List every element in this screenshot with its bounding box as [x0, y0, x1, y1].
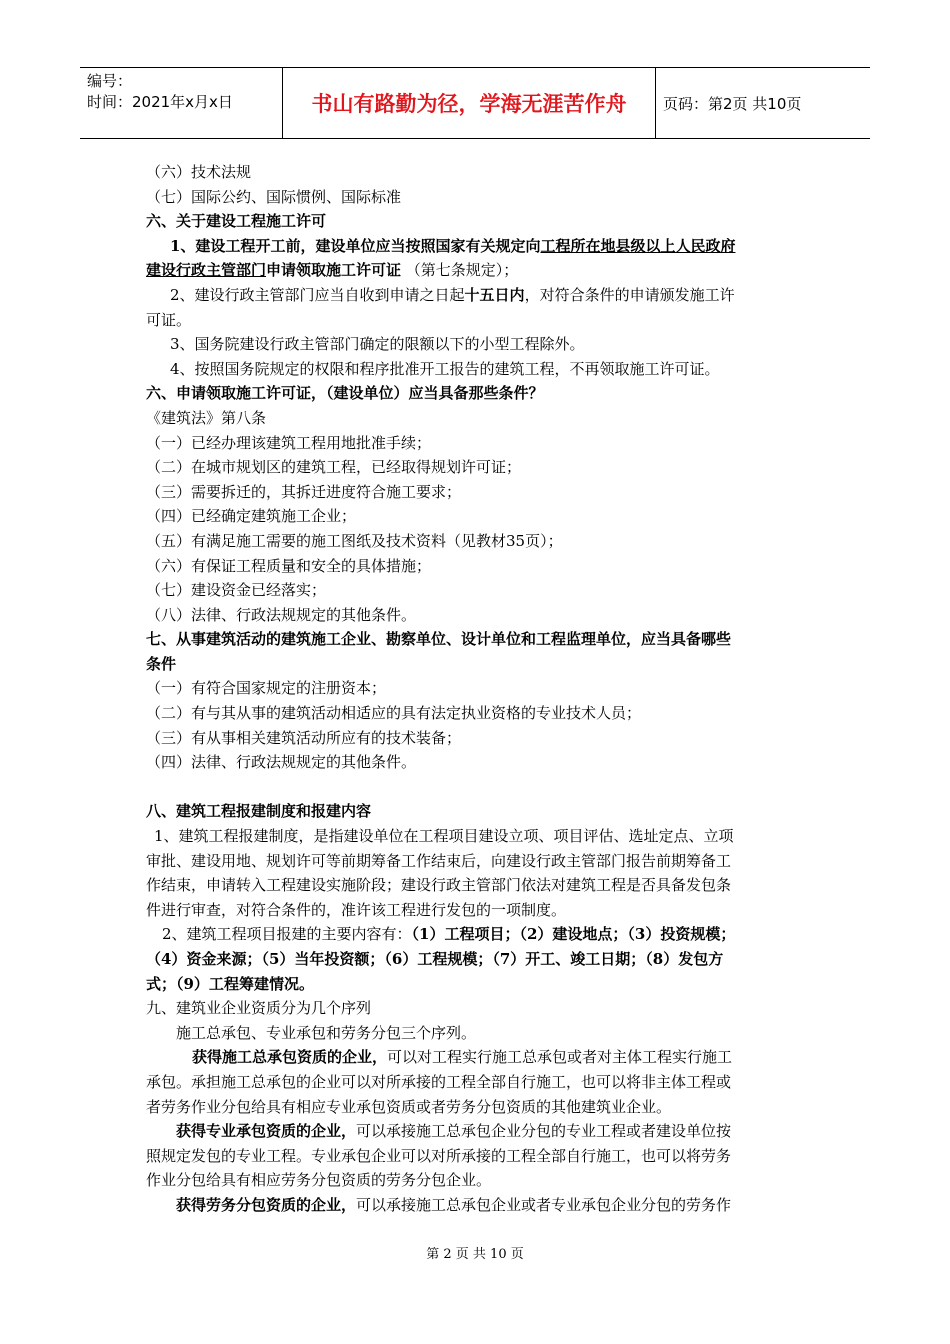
header-time-label: 时间：2021年x月x日	[87, 93, 233, 111]
text-run: 六、申请领取施工许可证，（建设单位）应当具备那些条件？	[146, 384, 544, 403]
text-line	[146, 1144, 816, 1169]
text-line	[146, 431, 816, 456]
text-run: （第七条规定）；	[401, 261, 519, 280]
text-run: 获得劳务分包资质的企业，	[176, 1195, 357, 1214]
text-line	[146, 406, 816, 431]
header-number-label: 编号：	[87, 72, 133, 90]
text-line	[146, 873, 816, 898]
text-run: 2、建筑工程项目报建的主要内容有：	[162, 925, 412, 944]
page-header	[80, 67, 870, 139]
text-run: 者劳务作业分包给具有相应专业承包资质或者劳务分包资质的其他建筑业企业。	[146, 1097, 672, 1116]
page-footer: 第 2 页 共 10 页	[426, 1247, 524, 1262]
text-line	[146, 726, 816, 751]
text-run: 件进行审查，对符合条件的，准许该工程进行发包的一项制度。	[146, 900, 567, 919]
text-run: 作业分包给具有相应劳务分包资质的劳务分包企业。	[146, 1171, 492, 1190]
text-run: 4、按照国务院规定的权限和程序批准开工报告的建筑工程，不再领取施工许可证。	[170, 359, 720, 378]
text-line	[146, 996, 816, 1021]
text-line	[146, 849, 816, 874]
text-run: 七、从事建筑活动的建筑施工企业、勘察单位、设计单位和工程监理单位，应当具备哪些	[146, 630, 732, 649]
text-line	[146, 504, 816, 529]
text-line	[146, 308, 816, 333]
text-run: （二）在城市规划区的建筑工程，已经取得规划许可证；	[146, 458, 522, 477]
text-line	[146, 1070, 816, 1095]
text-line	[146, 1193, 816, 1218]
text-line	[146, 480, 816, 505]
text-run: 可以对工程实行施工总承包或者对主体工程实行施工	[387, 1048, 733, 1067]
text-line	[146, 160, 816, 185]
text-line	[146, 332, 816, 357]
text-run: （一）有符合国家规定的注册资本；	[146, 679, 387, 698]
text-line	[146, 234, 816, 259]
text-line	[146, 750, 816, 775]
text-line	[146, 258, 816, 283]
text-run: 可证。	[146, 310, 192, 329]
text-run: 2、建设行政主管部门应当自收到申请之日起	[170, 285, 465, 304]
text-run: 施工总承包、专业承包和劳务分包三个序列。	[176, 1023, 477, 1042]
text-line	[146, 185, 816, 210]
text-run: 照规定发包的专业工程。专业承包企业可以对所承接的工程全部自行施工，也可以将劳务	[146, 1146, 732, 1165]
text-run: 承包。承担施工总承包的企业可以对所承接的工程全部自行施工，也可以将非主体工程或	[146, 1072, 732, 1091]
text-run: 作结束，申请转入工程建设实施阶段；建设行政主管部门依法对建筑工程是否具备发包条	[146, 876, 732, 895]
text-line	[146, 627, 816, 652]
text-run: 建设行政主管部门	[146, 261, 267, 280]
header-page-info: 页码：第2页 共10页	[663, 94, 802, 113]
text-line	[146, 529, 816, 554]
text-line	[146, 972, 816, 997]
text-line	[146, 1119, 816, 1144]
text-run: （四）法律、行政法规规定的其他条件。	[146, 753, 417, 772]
text-run: 审批、建设用地、规划许可等前期筹备工作结束后，向建设行政主管部门报告前期筹备工	[146, 851, 732, 870]
text-run: 工程所在地县级以上人民政府	[540, 236, 736, 255]
text-run: 六、关于建设工程施工许可	[146, 212, 327, 231]
text-run: 获得施工总承包资质的企业，	[192, 1048, 388, 1067]
header-meta	[80, 68, 283, 138]
text-run: （1）工程项目；（2）建设地点；（3）投资规模；	[411, 925, 736, 944]
header-motto: 书山有路勤为径，学海无涯苦作舟	[283, 68, 656, 138]
text-run: 《建筑法》第八条	[146, 408, 267, 427]
text-line	[146, 652, 816, 677]
text-run: （三）有从事相关建筑活动所应有的技术装备；	[146, 728, 462, 747]
text-run: （七）建设资金已经落实；	[146, 581, 327, 600]
text-run: 九、建筑业企业资质分为几个序列	[146, 999, 372, 1018]
text-line	[146, 455, 816, 480]
text-run: 条件	[146, 654, 177, 673]
text-run: （一）已经办理该建筑工程用地批准手续；	[146, 433, 432, 452]
text-line	[146, 799, 816, 824]
text-line	[146, 578, 816, 603]
text-line	[146, 1095, 816, 1120]
text-line	[146, 1045, 816, 1070]
text-line	[146, 676, 816, 701]
text-run: （六）有保证工程质量和安全的具体措施；	[146, 556, 432, 575]
text-run: 1、建设工程开工前，建设单位应当按照国家有关规定向	[170, 236, 541, 255]
text-line	[146, 898, 816, 923]
text-run: （七）国际公约、国际惯例、国际标准	[146, 187, 402, 206]
text-run: ，对符合条件的申请颁发施工许	[524, 285, 735, 304]
blank-line	[146, 775, 816, 800]
text-run: （八）法律、行政法规规定的其他条件。	[146, 605, 417, 624]
text-line	[146, 554, 816, 579]
text-run: （二）有与其从事的建筑活动相适应的具有法定执业资格的专业技术人员；	[146, 704, 642, 723]
text-line	[146, 209, 816, 234]
text-run: 3、国务院建设行政主管部门确定的限额以下的小型工程除外。	[170, 335, 585, 354]
text-run: 可以承接施工总承包企业或者专业承包企业分包的劳务作	[356, 1195, 732, 1214]
text-run: 申请领取施工许可证	[266, 261, 402, 280]
text-run: 1、建筑工程报建制度，是指建设单位在工程项目建设立项、项目评估、选址定点、立项	[154, 827, 734, 846]
text-line	[146, 1168, 816, 1193]
text-run: 可以承接施工总承包企业分包的专业工程或者建设单位按	[356, 1122, 732, 1141]
text-run: （四）已经确定建筑施工企业；	[146, 507, 357, 526]
text-line	[146, 357, 816, 382]
text-line	[146, 381, 816, 406]
document-body	[146, 160, 816, 1218]
text-line	[146, 603, 816, 628]
text-run: 获得专业承包资质的企业，	[176, 1122, 357, 1141]
text-line	[146, 947, 816, 972]
text-run: （五）有满足施工需要的施工图纸及技术资料（见教材35页）；	[146, 531, 563, 550]
text-run: （4）资金来源；（5）当年投资额；（6）工程规模；（7）开工、竣工日期；（8）发包方	[146, 950, 724, 968]
text-line	[146, 283, 816, 308]
text-run: （六）技术法规	[146, 163, 252, 181]
text-line	[146, 701, 816, 726]
text-line	[146, 1021, 816, 1046]
text-line	[146, 922, 816, 947]
text-run: 十五日内	[464, 285, 525, 304]
text-run: （三）需要拆迁的，其拆迁进度符合施工要求；	[146, 482, 462, 501]
text-run: 八、建筑工程报建制度和报建内容	[146, 802, 372, 821]
text-run: 式；（9）工程筹建情况。	[146, 974, 314, 993]
text-line	[146, 824, 816, 849]
